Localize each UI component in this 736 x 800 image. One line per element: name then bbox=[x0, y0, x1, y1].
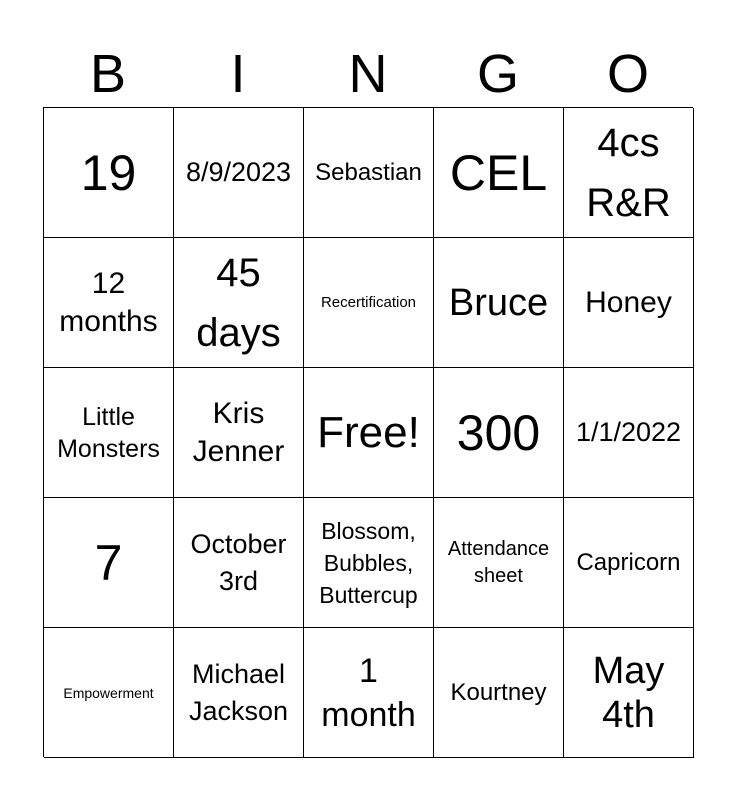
bingo-cell-r2-c3[interactable]: Recertification bbox=[304, 238, 434, 368]
bingo-header bbox=[43, 40, 693, 108]
bingo-cell-r3-c4[interactable]: 300 bbox=[434, 368, 564, 498]
header-letter-g: G bbox=[476, 44, 519, 104]
bingo-cell-r2-c5[interactable]: Honey bbox=[564, 238, 694, 368]
bingo-cell-r3-c5[interactable]: 1/1/2022 bbox=[564, 368, 694, 498]
bingo-cell-r4-c2[interactable]: October 3rd bbox=[174, 498, 304, 628]
bingo-cell-r5-c1[interactable]: Empowerment bbox=[44, 628, 174, 758]
bingo-cell-r2-c4[interactable]: Bruce bbox=[434, 238, 564, 368]
bingo-cell-r4-c3[interactable]: Blossom, Bubbles, Buttercup bbox=[304, 498, 434, 628]
bingo-cell-r1-c3[interactable]: Sebastian bbox=[304, 108, 434, 238]
bingo-cell-r4-c5[interactable]: Capricorn bbox=[564, 498, 694, 628]
bingo-cell-r4-c1[interactable]: 7 bbox=[44, 498, 174, 628]
header-letter-i: I bbox=[230, 44, 246, 104]
bingo-cell-r5-c5[interactable]: May 4th bbox=[564, 628, 694, 758]
bingo-cell-r1-c1[interactable]: 19 bbox=[44, 108, 174, 238]
header-letter-o: O bbox=[606, 44, 649, 104]
bingo-cell-r3-c3-free[interactable]: Free! bbox=[304, 368, 434, 498]
header-letter-b: B bbox=[89, 44, 127, 104]
bingo-cell-r1-c2[interactable]: 8/9/2023 bbox=[174, 108, 304, 238]
bingo-cell-r5-c3[interactable]: 1 month bbox=[304, 628, 434, 758]
bingo-cell-r1-c4[interactable]: CEL bbox=[434, 108, 564, 238]
header-letter-n: N bbox=[348, 44, 388, 104]
bingo-cell-r3-c2[interactable]: Kris Jenner bbox=[174, 368, 304, 498]
bingo-cell-r2-c1[interactable]: 12 months bbox=[44, 238, 174, 368]
bingo-cell-r2-c2[interactable]: 45 days bbox=[174, 238, 304, 368]
bingo-cell-r4-c4[interactable]: Attendance sheet bbox=[434, 498, 564, 628]
bingo-cell-r3-c1[interactable]: Little Monsters bbox=[44, 368, 174, 498]
bingo-board bbox=[43, 107, 693, 757]
bingo-cell-r5-c2[interactable]: Michael Jackson bbox=[174, 628, 304, 758]
bingo-cell-r5-c4[interactable]: Kourtney bbox=[434, 628, 564, 758]
bingo-cell-r1-c5[interactable]: 4cs R&R bbox=[564, 108, 694, 238]
